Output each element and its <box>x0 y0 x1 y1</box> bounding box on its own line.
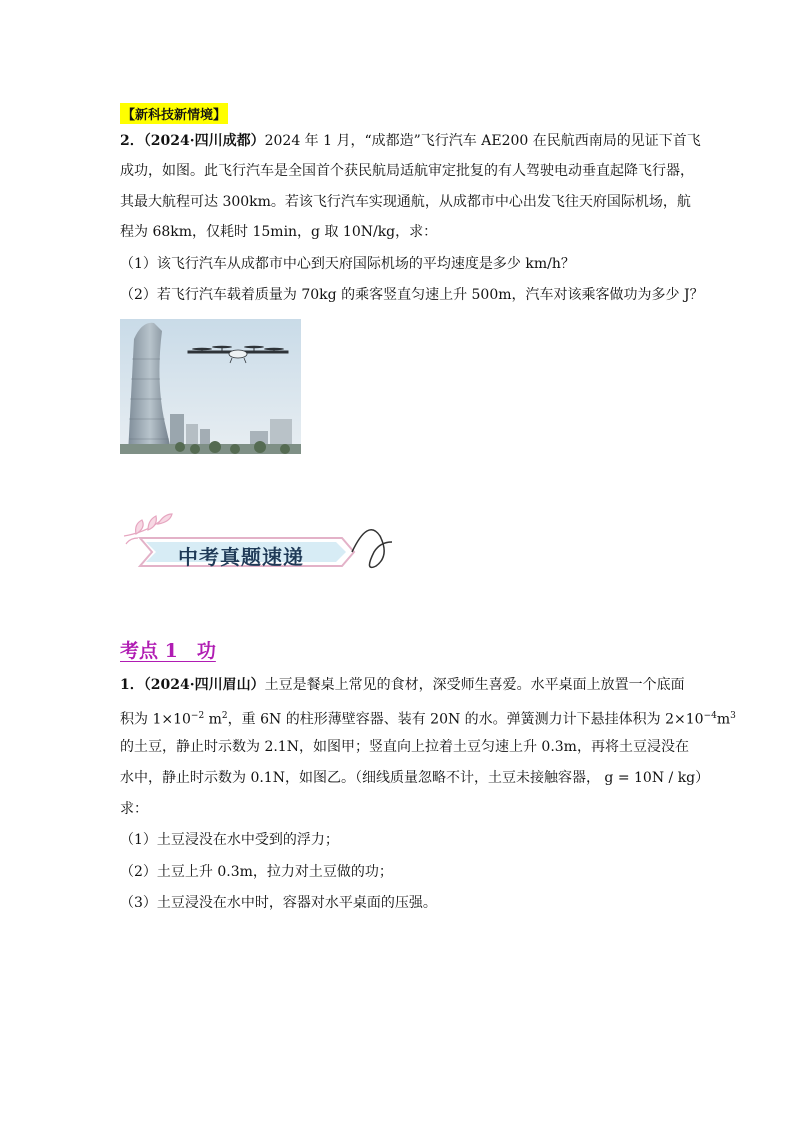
q1-line-3: 的土豆，静止时示数为 2.1N，如图甲；竖直向上拉着土豆匀速上升 0.3m，再将土豆浸没在 <box>120 739 689 755</box>
q1-text-2c: ，重 6N 的柱形薄壁容器、装有 20N 的水。弹簧测力计下悬挂体积为 2×10 <box>227 711 704 728</box>
q1-text-2b: m <box>204 711 222 728</box>
flying-car-photo <box>120 319 301 454</box>
q1-text-2d: m <box>716 711 731 728</box>
kaodian-heading: 考点 1 功 <box>120 640 216 662</box>
q1-number: 1． <box>120 677 144 693</box>
q2-source: （2024·四川成都） <box>143 133 265 149</box>
q1-exp-2: 2 <box>221 711 228 721</box>
q1-source: （2024·四川眉山） <box>143 677 265 693</box>
q1-sub-2: （2）土豆上升 0.3m，拉力对土豆做的功； <box>120 864 393 880</box>
q1-line-4: 水中，静止时示数为 0.1N，如图乙。（细线质量忽略不计，土豆未接触容器， g = 10N / kg） <box>120 770 710 786</box>
q1-sub-3: （3）土豆浸没在水中时，容器对水平桌面的压强。 <box>120 895 437 911</box>
q2-line-1 <box>120 131 701 151</box>
section-tag: 【新科技新情境】 <box>120 103 228 124</box>
q1-exp-1: −2 <box>190 711 205 721</box>
q2-line-3: 其最大航程可达 300km。若该飞行汽车实现通航，从成都市中心出发飞往天府国际机场，航 <box>120 194 691 210</box>
q2-sub-2: （2）若飞行汽车载着质量为 70kg 的乘客竖直匀速上升 500m，汽车对该乘客做功为多少 J？ <box>120 287 704 303</box>
q1-exp-3: −4 <box>703 711 717 721</box>
q2-line-4: 程为 68km，仅耗时 15min，g 取 10N/kg，求： <box>120 224 438 240</box>
q2-line-2: 成功，如图。此飞行汽车是全国首个获民航局适航审定批复的有人驾驶电动垂直起降飞行器， <box>120 163 694 179</box>
q1-text-1: 土豆是餐桌上常见的食材，深受师生喜爱。水平桌面上放置一个底面 <box>264 677 685 693</box>
banner-title: 中考真题速递 <box>178 545 304 569</box>
q1-line-2 <box>120 706 736 730</box>
q1-sub-1: （1）土豆浸没在水中受到的浮力； <box>120 832 339 848</box>
q1-line-1 <box>120 675 685 695</box>
q2-sub-1: （1）该飞行汽车从成都市中心到天府国际机场的平均速度是多少 km/h？ <box>120 256 575 272</box>
q1-text-2a: 积为 1×10 <box>120 711 191 728</box>
q2-text-1: 2024 年 1 月，“成都造”飞行汽车 AE200 在民航西南局的见证下首飞 <box>264 133 701 149</box>
q1-exp-4: 3 <box>730 711 736 721</box>
q1-line-5: 求： <box>120 801 148 817</box>
q2-number: 2． <box>120 133 144 149</box>
